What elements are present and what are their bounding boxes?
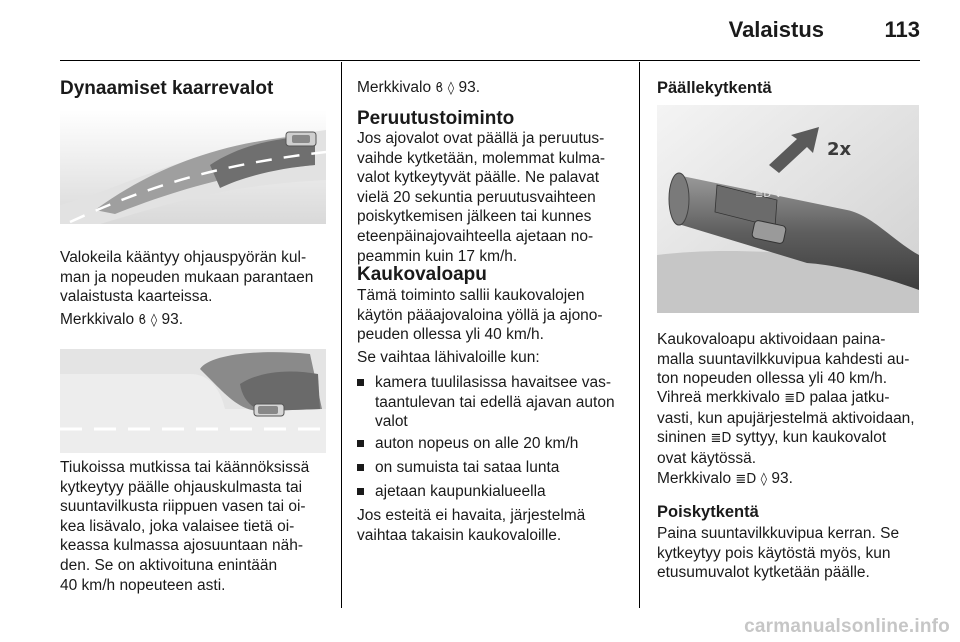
heading-peruutustoiminto: Peruutustoiminto — [357, 108, 515, 129]
adaptive-curve-light-illustration — [60, 110, 326, 224]
svg-text:≣D ↕: ≣D ↕ — [755, 189, 783, 200]
column-divider-2 — [639, 62, 640, 608]
bullet-icon — [357, 464, 364, 471]
paragraph-indicator-lights: Vihreä merkkivalo ≣D palaa jatku- vasti, kun apujärjestelmä aktivoidaan, sininen ≣D syttyy, kun kaukovalot ovat käytössä. — [657, 389, 915, 467]
bullet-icon — [357, 379, 364, 386]
paragraph-activation: Kaukovaloapu aktivoidaan paina- malla suuntavilkkuvipua kahdesti au- ton nopeuden ollessa yli 40 km/h. — [657, 331, 910, 388]
reference-indicator-2: Merkkivalo ϐ ◊ 93. — [357, 79, 481, 96]
page-number: 113 — [884, 17, 920, 42]
highbeam-assist-icon: ≣D — [735, 472, 757, 487]
cornering-light-scene — [60, 349, 326, 453]
lamp-symbol-icon: ϐ — [435, 81, 444, 96]
paragraph-deactivation: Paina suuntavilkkuvipua kerran. Se kytkeytyy pois käytöstä myös, kun etusumuvalot kytketään päälle. — [657, 525, 900, 582]
watermark: carmanualsonline.info — [744, 616, 950, 637]
bullet-icon — [357, 488, 364, 495]
paragraph-no-obstacles: Jos esteitä ei havaita, järjestelmä vaihtaa takaisin kaukovaloille. — [357, 507, 586, 544]
paragraph-highbeam-assist: Tämä toiminto sallii kaukovalojen käytön pääajovaloina yöllä ja ajono- peuden ollessa yli 40 km/h. — [357, 287, 603, 344]
bullet-icon — [357, 440, 364, 447]
section-title: Valaistus — [728, 17, 824, 42]
reference-indicator-1: Merkkivalo ϐ ◊ 93. — [60, 311, 184, 328]
heading-poiskytkenta: Poiskytkentä — [657, 503, 759, 521]
heading-dynaamiset-kaarrevalot: Dynaamiset kaarrevalot — [60, 78, 274, 99]
paragraph-switch-conditions: Se vaihtaa lähivaloille kun: — [357, 349, 540, 366]
paragraph-reverse-function: Jos ajovalot ovat päällä ja peruutus- vaihde kytketään, molemmat kulma- valot kytkeytyvät päälle. Ne palavat vielä 20 sekuntia peruutusvaihteen poiskytkemisen jälkeen tai kunnes eteenpäinajovaihteella ajetaan no- peammin kuin 17 km/h. — [357, 130, 606, 265]
page-header — [60, 0, 920, 61]
page-reference-icon: ◊ — [760, 472, 768, 487]
paragraph-cornering-light: Tiukoissa mutkissa tai käännöksissä kytkeytyy päälle ohjauskulmasta tai suuntavilkusta riippuen vasen tai oi- kea lisävalo, joka valaisee tietä oi- keassa kulmassa ajosuuntaan näh- den. Se on aktivoituna enintään 40 km/h nopeuteen asti. — [60, 459, 310, 594]
page-reference-icon: ◊ — [447, 81, 455, 96]
reference-indicator-3: Merkkivalo ≣D ◊ 93. — [657, 470, 793, 487]
list-item: ajetaan kaupunkialueella — [357, 482, 546, 502]
stalk-press-count-label: 2x — [827, 139, 852, 160]
heading-kaukovaloapu: Kaukovaloapu — [357, 264, 487, 285]
list-item: kamera tuulilasissa havaitsee vas- taantulevan tai edellä ajavan auton valot — [357, 373, 615, 432]
list-item: auton nopeus on alle 20 km/h — [357, 434, 578, 454]
lamp-symbol-icon: ϐ — [138, 313, 147, 328]
list-item: on sumuista tai sataa lunta — [357, 458, 559, 478]
paragraph-curve-light: Valokeila kääntyy ohjauspyörän kul- man ja nopeuden mukaan parantaen valaistusta kaarteissa. — [60, 249, 314, 306]
heading-paallekytkenta: Päällekytkentä — [657, 79, 772, 97]
highbeam-icon: ≣D — [710, 431, 732, 447]
highbeam-assist-icon: ≣D — [784, 391, 806, 406]
page-reference-icon: ◊ — [150, 313, 158, 328]
column-divider-1 — [341, 62, 342, 608]
stalk-lever-illustration — [657, 105, 919, 313]
